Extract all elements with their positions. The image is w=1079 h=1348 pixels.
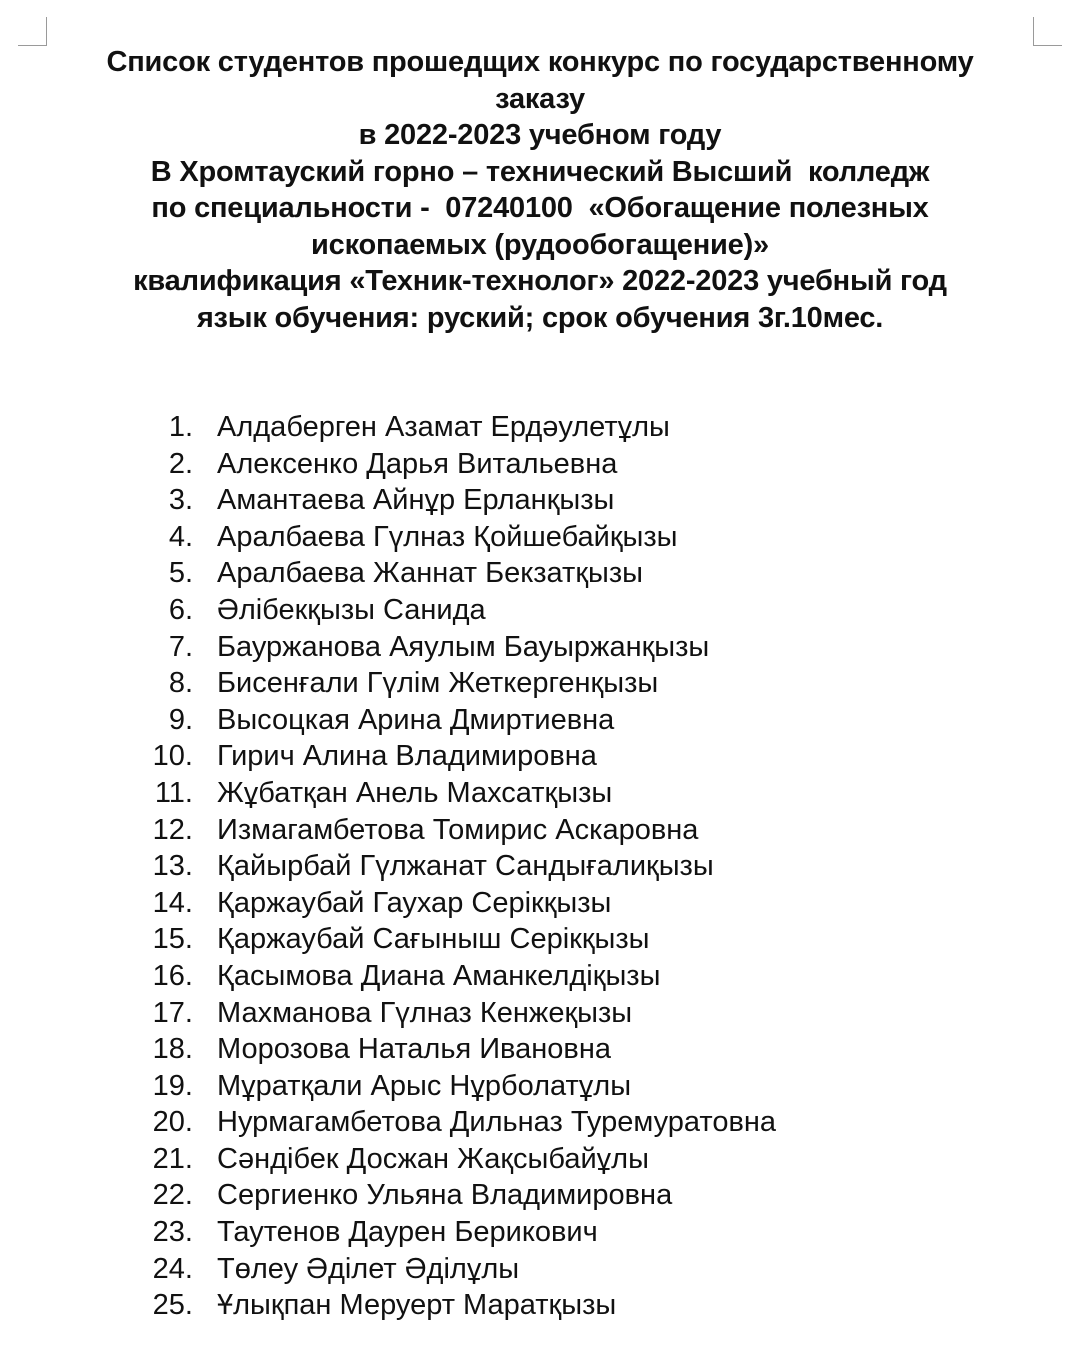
list-number: 12.: [152, 813, 193, 846]
list-number: 18.: [152, 1033, 193, 1066]
list-item: [0, 629, 1079, 666]
list-item: [0, 1287, 1079, 1324]
student-name: Ұлықпан Меруерт Маратқызы: [217, 1289, 617, 1322]
list-item: [0, 702, 1079, 739]
student-list: [0, 409, 1079, 1324]
list-item: [0, 812, 1079, 849]
list-number: 10.: [152, 740, 193, 773]
title-line: заказу: [495, 82, 585, 115]
list-item: [0, 958, 1079, 995]
student-name: Алдаберген Азамат Ердәулетұлы: [217, 411, 670, 443]
list-number: 2.: [168, 447, 193, 480]
title-line: В Хромтауский горно – технический Высший колледж: [150, 155, 930, 188]
list-item: [0, 738, 1079, 775]
list-item: [0, 1251, 1079, 1288]
student-name: Измагамбетова Томирис Аскаровна: [217, 813, 699, 846]
student-name: Морозова Наталья Ивановна: [217, 1033, 611, 1066]
document-title: [40, 44, 1040, 336]
list-item: [0, 885, 1079, 922]
student-name: Әлібекқызы Санида: [217, 593, 486, 626]
list-number: 14.: [152, 886, 193, 919]
student-name: Высоцкая Арина Дмиртиевна: [217, 703, 615, 736]
list-item: [0, 1068, 1079, 1105]
page-corner-mark-top-left: [18, 17, 47, 46]
student-name: Төлеу Әділет Әділұлы: [217, 1252, 520, 1285]
list-number: 17.: [152, 996, 193, 1029]
student-name: Бисенғали Гүлім Жеткергенқызы: [217, 667, 659, 700]
list-number: 22.: [152, 1179, 193, 1212]
list-number: 20.: [152, 1106, 193, 1139]
student-name: Жұбатқан Анель Махсатқызы: [217, 776, 613, 809]
list-item: [0, 555, 1079, 592]
list-item: [0, 1214, 1079, 1251]
list-item: [0, 446, 1079, 483]
student-name: Қайырбай Гүлжанат Сандығалиқызы: [217, 850, 714, 883]
student-name: Қаржаубай Гаухар Серікқызы: [217, 886, 612, 919]
list-number: 15.: [152, 923, 193, 956]
list-number: 5.: [168, 557, 193, 590]
student-name: Алексенко Дарья Витальевна: [217, 447, 618, 480]
title-line: ископаемых (рудообогащение)»: [311, 228, 769, 261]
list-item: [0, 1031, 1079, 1068]
page-corner-mark-top-right: [1033, 17, 1062, 46]
list-number: 13.: [152, 850, 193, 883]
list-number: 11.: [154, 776, 193, 809]
student-name: Амантаева Айнұр Ерланқызы: [217, 484, 615, 517]
title-line: язык обучения: руский; срок обучения 3г.10мес.: [196, 301, 884, 334]
list-item: [0, 519, 1079, 556]
title-line: Список студентов прошедщих конкурс по государственному: [106, 46, 974, 78]
student-name: Сергиенко Ульяна Владимировна: [217, 1179, 673, 1212]
student-name: Махманова Гүлназ Кенжеқызы: [217, 996, 633, 1029]
list-item: [0, 409, 1079, 446]
list-number: 8.: [168, 667, 193, 700]
list-number: 19.: [152, 1069, 193, 1102]
student-name: Сәндібек Досжан Жақсыбайұлы: [217, 1142, 649, 1175]
list-number: 4.: [168, 520, 193, 553]
list-number: 6.: [168, 593, 193, 626]
list-number: 24.: [152, 1252, 193, 1285]
title-line: квалификация «Техник-технолог» 2022-2023 учебный год: [133, 265, 947, 297]
list-item: [0, 921, 1079, 958]
list-item: [0, 665, 1079, 702]
list-number: 9.: [168, 703, 193, 736]
list-item: [0, 592, 1079, 629]
student-name: Таутенов Даурен Берикович: [217, 1216, 598, 1249]
list-item: [0, 775, 1079, 812]
title-line: в 2022-2023 учебном году: [358, 119, 722, 151]
list-item: [0, 995, 1079, 1032]
student-name: Мұратқали Арыс Нұрболатұлы: [217, 1069, 632, 1102]
list-number: 23.: [152, 1216, 193, 1249]
list-number: 3.: [168, 484, 193, 517]
list-number: 21.: [152, 1142, 193, 1175]
student-name: Аралбаева Гүлназ Қойшебайқызы: [217, 520, 678, 553]
list-item: [0, 1177, 1079, 1214]
list-number: 1.: [168, 411, 193, 443]
title-line: по специальности - 07240100 «Обогащение полезных: [151, 192, 929, 224]
student-name: Бауржанова Аяулым Бауыржанқызы: [217, 630, 710, 663]
list-item: [0, 848, 1079, 885]
list-number: 25.: [152, 1289, 193, 1322]
list-item: [0, 482, 1079, 519]
student-name: Қасымова Диана Аманкелдіқызы: [217, 959, 661, 992]
list-item: [0, 1104, 1079, 1141]
list-number: 16.: [152, 959, 193, 992]
student-name: Қаржаубай Сағыныш Серікқызы: [217, 923, 650, 956]
list-number: 7.: [168, 630, 193, 663]
student-name: Гирич Алина Владимировна: [217, 740, 597, 773]
student-name: Нурмагамбетова Дильназ Туремуратовна: [217, 1106, 777, 1139]
student-name: Аралбаева Жаннат Бекзатқызы: [217, 557, 643, 590]
list-item: [0, 1141, 1079, 1178]
